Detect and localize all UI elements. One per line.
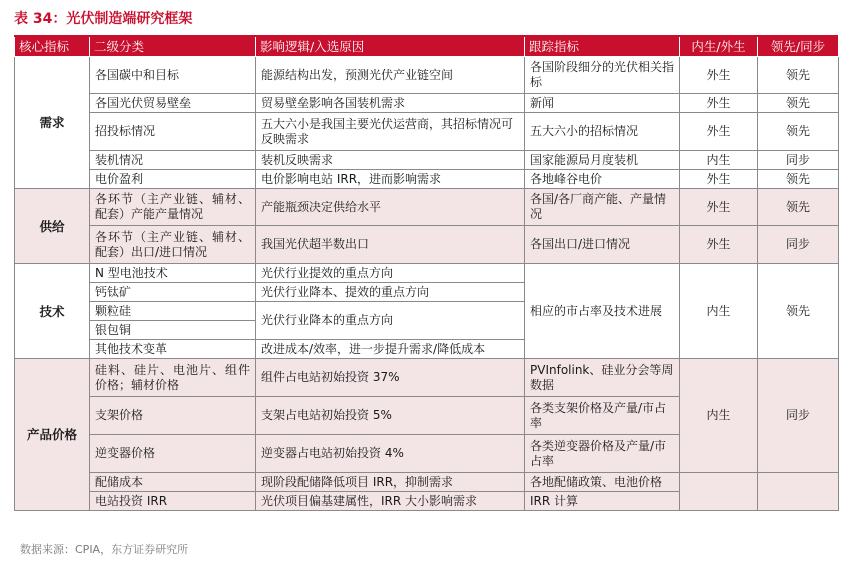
sub-cell: 配储成本 xyxy=(90,473,256,492)
sub-cell: 钙钛矿 xyxy=(90,283,256,302)
lead-cell: 领先 xyxy=(758,57,839,94)
header-logic: 影响逻辑/入选原因 xyxy=(256,37,525,57)
track-cell: 各类逆变器价格及产量/市占率 xyxy=(525,435,680,473)
research-framework-table xyxy=(14,37,839,511)
table-row xyxy=(15,226,839,264)
logic-cell: 电价影响电站 IRR，进而影响需求 xyxy=(256,170,525,189)
logic-cell: 支架占电站初始投资 5% xyxy=(256,397,525,435)
sub-cell: 各国碳中和目标 xyxy=(90,57,256,94)
logic-cell: 光伏行业提效的重点方向 xyxy=(256,264,525,283)
table-row xyxy=(15,359,839,397)
lead-cell: 领先 xyxy=(758,264,839,359)
logic-cell: 光伏行业降本、提效的重点方向 xyxy=(256,283,525,302)
lead-cell: 领先 xyxy=(758,189,839,226)
endo-cell: 内生 xyxy=(680,264,758,359)
sub-cell: 电价盈利 xyxy=(90,170,256,189)
lead-cell: 同步 xyxy=(758,151,839,170)
endo-cell: 外生 xyxy=(680,57,758,94)
endo-cell: 外生 xyxy=(680,113,758,151)
category-demand: 需求 xyxy=(15,57,90,189)
sub-cell: 银包铜 xyxy=(90,321,256,340)
logic-cell: 能源结构出发，预测光伏产业链空间 xyxy=(256,57,525,94)
endo-cell: 内生 xyxy=(680,359,758,473)
table-row xyxy=(15,151,839,170)
endo-cell: 外生 xyxy=(680,189,758,226)
track-cell: 新闻 xyxy=(525,94,680,113)
logic-cell: 现阶段配储降低项目 IRR，抑制需求 xyxy=(256,473,525,492)
track-cell: 各国阶段细分的光伏相关指标 xyxy=(525,57,680,94)
lead-cell: 领先 xyxy=(758,113,839,151)
logic-cell: 我国光伏超半数出口 xyxy=(256,226,525,264)
category-price: 产品价格 xyxy=(15,359,90,511)
header-core-indicator: 核心指标 xyxy=(15,37,90,57)
endo-cell: 外生 xyxy=(680,226,758,264)
sub-cell: 硅料、硅片、电池片、组件价格；辅材价格 xyxy=(90,359,256,397)
track-cell: 各地峰谷电价 xyxy=(525,170,680,189)
header-leading: 领先/同步 xyxy=(758,37,839,57)
logic-cell: 逆变器占电站初始投资 4% xyxy=(256,435,525,473)
endo-cell: 外生 xyxy=(680,94,758,113)
logic-cell: 光伏行业降本的重点方向 xyxy=(256,302,525,340)
track-cell: PVInfolink、硅业分会等周数据 xyxy=(525,359,680,397)
sub-cell: 电站投资 IRR xyxy=(90,492,256,511)
sub-cell: 颗粒硅 xyxy=(90,302,256,321)
track-cell: 各国/各厂商产能、产量情况 xyxy=(525,189,680,226)
track-cell: 国家能源局月度装机 xyxy=(525,151,680,170)
sub-cell: 各国光伏贸易壁垒 xyxy=(90,94,256,113)
track-cell: 各国出口/进口情况 xyxy=(525,226,680,264)
track-cell: 五大六小的招标情况 xyxy=(525,113,680,151)
logic-cell: 五大六小是我国主要光伏运营商，其招标情况可反映需求 xyxy=(256,113,525,151)
logic-cell: 装机反映需求 xyxy=(256,151,525,170)
lead-cell: 同步 xyxy=(758,359,839,473)
header-sub-category: 二级分类 xyxy=(90,37,256,57)
logic-cell: 产能瓶颈决定供给水平 xyxy=(256,189,525,226)
track-cell: 相应的市占率及技术进展 xyxy=(525,264,680,359)
table-row xyxy=(15,170,839,189)
sub-cell: 支架价格 xyxy=(90,397,256,435)
logic-cell: 光伏项目偏基建属性，IRR 大小影响需求 xyxy=(256,492,525,511)
header-endogenous: 内生/外生 xyxy=(680,37,758,57)
table-row xyxy=(15,264,839,283)
table-row xyxy=(15,189,839,226)
sub-cell: 招投标情况 xyxy=(90,113,256,151)
lead-cell xyxy=(758,473,839,511)
sub-cell: 其他技术变革 xyxy=(90,340,256,359)
table-row xyxy=(15,473,839,492)
category-tech: 技术 xyxy=(15,264,90,359)
table-row xyxy=(15,94,839,113)
table-row xyxy=(15,113,839,151)
lead-cell: 领先 xyxy=(758,94,839,113)
header-tracking: 跟踪指标 xyxy=(525,37,680,57)
sub-cell: 各环节（主产业链、辅材、配套）产能产量情况 xyxy=(90,189,256,226)
table-title: 表 34：光伏制造端研究框架 xyxy=(14,11,193,27)
logic-cell: 贸易壁垒影响各国装机需求 xyxy=(256,94,525,113)
track-cell: 各类支架价格及产量/市占率 xyxy=(525,397,680,435)
lead-cell: 领先 xyxy=(758,170,839,189)
sub-cell: 装机情况 xyxy=(90,151,256,170)
endo-cell: 内生 xyxy=(680,151,758,170)
track-cell: 各地配储政策、电池价格 xyxy=(525,473,680,492)
source-footnote: 数据来源：CPIA，东方证券研究所 xyxy=(20,543,189,556)
header-row xyxy=(15,37,839,57)
endo-cell xyxy=(680,473,758,511)
lead-cell: 同步 xyxy=(758,226,839,264)
logic-cell: 改进成本/效率，进一步提升需求/降低成本 xyxy=(256,340,525,359)
sub-cell: 各环节（主产业链、辅材、配套）出口/进口情况 xyxy=(90,226,256,264)
table-row xyxy=(15,57,839,94)
track-cell: IRR 计算 xyxy=(525,492,680,511)
endo-cell: 外生 xyxy=(680,170,758,189)
sub-cell: 逆变器价格 xyxy=(90,435,256,473)
logic-cell: 组件占电站初始投资 37% xyxy=(256,359,525,397)
sub-cell: N 型电池技术 xyxy=(90,264,256,283)
category-supply: 供给 xyxy=(15,189,90,264)
